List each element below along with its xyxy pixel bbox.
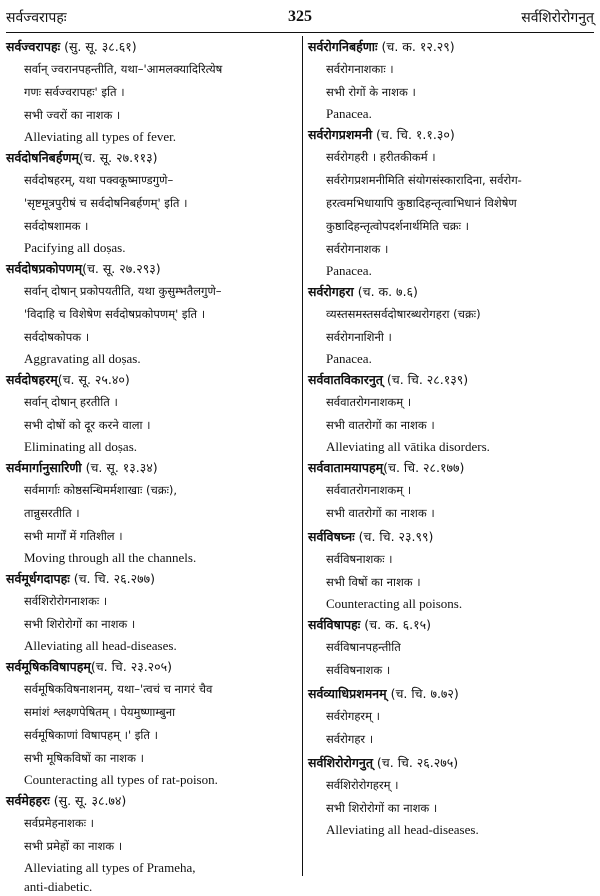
entry-term: सर्वरोगनिबर्हणाः	[308, 39, 378, 54]
dictionary-entry	[6, 147, 296, 257]
entry-term: सर्वदोषनिबर्हणम्	[6, 150, 79, 165]
entry-headline	[308, 457, 598, 479]
entry-gloss-line: सर्वरोगहरी । हरीतकीकर्म ।	[326, 150, 436, 164]
entry-headline	[308, 124, 598, 146]
entry-gloss-line: समांशं श्लक्ष्णपेषितम् । पेयमुष्णाम्बुना	[24, 705, 176, 719]
entry-headline	[6, 457, 296, 479]
entry-gloss-line: 'सृष्टमूत्रपुरीषं च सर्वदोषनिबर्हणम्' इति ।	[24, 196, 188, 210]
entry-headline	[308, 281, 598, 303]
entry-gloss-line: 'विदाहि च विशेषेण सर्वदोषप्रकोपणम्' इति ।	[24, 307, 206, 321]
entry-english-meaning: Alleviating all types of Prameha,	[24, 860, 196, 875]
entry-term: सर्वमार्गानुसारिणी	[6, 460, 82, 475]
header-right-guide-word: सर्वशिरोरोगनुत्	[521, 10, 594, 26]
entry-gloss-line: सर्वरोगनाशकाः ।	[326, 62, 394, 76]
entry-gloss-line: सर्वशिरोरोगनाशकः ।	[24, 594, 108, 608]
dictionary-entry	[6, 36, 296, 146]
entry-gloss-line: सर्ववातरोगनाशकम् ।	[326, 483, 412, 497]
entry-english-meaning: Panacea.	[326, 106, 372, 121]
entry-gloss-line: व्यस्तसमस्तसर्वदोषारब्धरोगहरा (चक्रः)	[326, 307, 481, 321]
entry-term: सर्वदोषहरम्	[6, 372, 58, 387]
entry-reference: (सु. सू. ३८.६१)	[60, 39, 137, 54]
entry-gloss-line: सभी वातरोगों का नाशक ।	[326, 418, 435, 432]
entry-term: सर्वव्याधिप्रशमनम्	[308, 686, 387, 701]
entry-gloss-line: सर्वरोगहरम् ।	[326, 709, 381, 723]
entry-headline	[6, 568, 296, 590]
dictionary-entry	[308, 369, 598, 456]
entry-term: सर्वमेहहरः	[6, 793, 50, 808]
entry-gloss-line: सर्वविषानपहन्तीति	[326, 640, 401, 654]
entry-english-meaning: Counteracting all poisons.	[326, 596, 463, 611]
entry-gloss-line: हरत्वमभिधायापि कुष्ठादिहन्तृत्वाभिधानं विशेषेण	[326, 196, 517, 210]
entry-english-meaning: Eliminating all doṣas.	[24, 439, 138, 454]
entry-gloss-line: सर्वान् दोषान् हरतीति ।	[24, 395, 118, 409]
entry-term: सर्वशिरोरोगनुत्	[308, 755, 373, 770]
entry-gloss-line: सभी शिरोरोगों का नाशक ।	[326, 801, 438, 815]
entry-term: सर्वज्वरापहः	[6, 39, 61, 54]
dictionary-entry	[308, 124, 598, 280]
entry-english-meaning: Alleviating all head-diseases.	[326, 822, 479, 837]
dictionary-entry	[308, 457, 598, 525]
entry-headline	[6, 656, 296, 678]
entry-reference: (च. क. ७.६)	[353, 284, 418, 299]
entry-gloss-line: सर्वविषनाशकः ।	[326, 552, 393, 566]
right-column	[308, 36, 598, 876]
dictionary-entry	[308, 526, 598, 613]
dictionary-entry	[308, 683, 598, 751]
page-header	[6, 6, 594, 33]
entry-term: सर्वमूर्धगदापहः	[6, 571, 70, 586]
entry-reference: (च. चि. २६.२७५)	[372, 755, 459, 770]
entry-headline	[308, 614, 598, 636]
entry-term: सर्ववातविकारनुत्	[308, 372, 383, 387]
entry-english-meaning: anti-diabetic.	[24, 879, 93, 894]
entry-gloss-line: सर्वान् ज्वरानपहन्तीति, यथा–'आमलक्यादिरित्येष	[24, 62, 223, 76]
entry-gloss-line: सर्वप्रमेहनाशकः ।	[24, 816, 95, 830]
entry-english-meaning: Aggravating all doṣas.	[24, 351, 141, 366]
entry-term: सर्ववातामयापहम्	[308, 460, 384, 475]
entry-headline	[308, 526, 598, 548]
entry-gloss-line: सर्वान् दोषान् प्रकोपयतीति, यथा कुसुम्भतैलगुणे–	[24, 284, 222, 298]
entry-gloss-line: सर्वरोगनाशक ।	[326, 242, 389, 256]
entry-reference: (च. सू. १३.३४)	[81, 460, 158, 475]
entry-english-meaning: Pacifying all doṣas.	[24, 240, 126, 255]
entry-headline	[308, 752, 598, 774]
entry-gloss-line: कुष्ठादिहन्तृत्वोपदर्शनार्थमिति चक्रः ।	[326, 219, 469, 233]
entry-term: सर्वरोगप्रशमनी	[308, 127, 373, 142]
entry-reference: (सु. सू. ३८.७४)	[49, 793, 127, 808]
left-column	[6, 36, 296, 894]
entry-gloss-line: सर्वशिरोरोगहरम् ।	[326, 778, 399, 792]
entry-gloss-line: सर्वरोगहर ।	[326, 732, 374, 746]
dictionary-entry	[308, 36, 598, 123]
entry-gloss-line: सर्वरोगप्रशमनीमिति संयोगसंस्कारादिना, सर्वरोग-	[326, 173, 522, 187]
entry-headline	[6, 36, 296, 58]
entry-gloss-line: सभी मूषिकविषों का नाशक ।	[24, 751, 144, 765]
entry-gloss-line: गणः सर्वज्वरापहः' इति ।	[24, 85, 125, 99]
entry-term: सर्वविषघ्नः	[308, 529, 355, 544]
entry-gloss-line: सर्वमार्गाः कोष्ठसन्धिमर्मशाखाः (चक्रः),	[24, 483, 178, 497]
entry-reference: (च. सू. २७.२९३)	[82, 261, 161, 276]
entry-headline	[6, 790, 296, 812]
entry-gloss-line: तान्नुसरतीति ।	[24, 506, 80, 520]
entry-gloss-line: सभी वातरोगों का नाशक ।	[326, 506, 435, 520]
entry-english-meaning: Moving through all the channels.	[24, 550, 197, 565]
dictionary-entry	[6, 790, 296, 896]
entry-term: सर्वविषापहः	[308, 617, 361, 632]
entry-reference: (च. क. ६.१५)	[360, 617, 431, 632]
dictionary-entry	[6, 258, 296, 368]
entry-reference: (च. चि. २६.२७७)	[69, 571, 155, 586]
entry-gloss-line: सर्वरोगनाशिनी ।	[326, 330, 392, 344]
dictionary-entry	[308, 752, 598, 839]
header-left-guide-word: सर्वज्वरापहः	[6, 10, 67, 26]
entry-headline	[308, 683, 598, 705]
entry-gloss-line: सर्वदोषकोपक ।	[24, 330, 90, 344]
entry-reference: (च. चि. २८.१३९)	[382, 372, 469, 387]
entry-term: सर्वमूषिकविषापहम्	[6, 659, 91, 674]
dictionary-entry	[6, 369, 296, 456]
entry-headline	[6, 147, 296, 169]
entry-gloss-line: सभी मार्गों में गतिशील ।	[24, 529, 123, 543]
dictionary-entry	[6, 568, 296, 655]
dictionary-entry	[308, 281, 598, 368]
entry-headline	[6, 369, 296, 391]
entry-gloss-line: सभी प्रमेहों का नाशक ।	[24, 839, 123, 853]
entry-english-meaning: Alleviating all vātika disorders.	[326, 439, 490, 454]
entry-english-meaning: Counteracting all types of rat-poison.	[24, 772, 218, 787]
dictionary-entry	[6, 656, 296, 789]
entry-gloss-line: सर्ववातरोगनाशकम् ।	[326, 395, 412, 409]
entry-gloss-line: सभी ज्वरों का नाशक ।	[24, 108, 121, 122]
columns	[6, 36, 594, 894]
page-number: 325	[288, 8, 312, 25]
entry-reference: (च. चि. १.१.३०)	[372, 127, 455, 142]
entry-reference: (च. क. १२.२९)	[377, 39, 455, 54]
entry-term: सर्वदोषप्रकोपणम्	[6, 261, 83, 276]
entry-gloss-line: सभी विषों का नाशक ।	[326, 575, 421, 589]
entry-reference: (च. चि. २३.९९)	[354, 529, 434, 544]
entry-gloss-line: सर्वविषनाशक ।	[326, 663, 391, 677]
entry-headline	[6, 258, 296, 280]
entry-gloss-line: सर्वदोषशामक ।	[24, 219, 89, 233]
entry-reference: (च. सू. २७.११३)	[78, 150, 158, 165]
entry-english-meaning: Panacea.	[326, 351, 372, 366]
column-divider	[302, 36, 303, 876]
entry-gloss-line: सर्वमूषिकविषनाशनम्, यथा–'त्वचं च नागरं चैव	[24, 682, 213, 696]
dictionary-entry	[308, 614, 598, 682]
entry-headline	[308, 36, 598, 58]
entry-gloss-line: सर्वमूषिकाणां विषापहम् ।' इति ।	[24, 728, 158, 742]
entry-reference: (च. चि. २८.१७७)	[383, 460, 465, 475]
entry-gloss-line: सर्वदोषहरम्, यथा पक्वकूष्माण्डगुणे–	[24, 173, 174, 187]
entry-gloss-line: सभी शिरोरोगों का नाशक ।	[24, 617, 136, 631]
entry-reference: (च. सू. २५.४०)	[57, 372, 130, 387]
entry-english-meaning: Alleviating all head-diseases.	[24, 638, 177, 653]
entry-gloss-line: सभी दोषों को दूर करने वाला ।	[24, 418, 151, 432]
entry-term: सर्वरोगहरा	[308, 284, 354, 299]
entry-reference: (च. चि. ७.७२)	[386, 686, 459, 701]
dictionary-entry	[6, 457, 296, 567]
entry-headline	[308, 369, 598, 391]
entry-reference: (च. चि. २३.२०५)	[90, 659, 173, 674]
entry-english-meaning: Alleviating all types of fever.	[24, 129, 176, 144]
entry-english-meaning: Panacea.	[326, 263, 372, 278]
entry-gloss-line: सभी रोगों के नाशक ।	[326, 85, 416, 99]
